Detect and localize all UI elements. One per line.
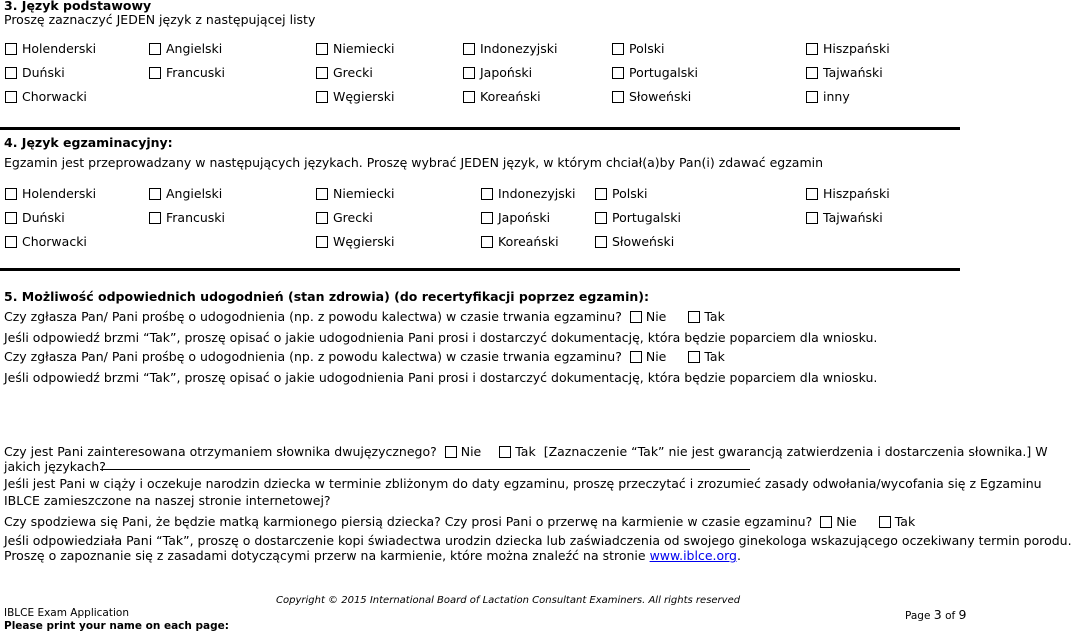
exam-language-option[interactable] xyxy=(316,210,373,225)
dictionary-question-text: Czy jest Pani zainteresowana otrzymaniem słownika dwujęzycznego? xyxy=(4,444,437,459)
breastfeeding-info-line-2 xyxy=(4,548,741,563)
primary-language-label: Niemiecki xyxy=(333,41,395,56)
exam-language-checkbox[interactable] xyxy=(806,212,818,224)
accommodation-1-yes-label: Tak xyxy=(704,309,725,324)
exam-language-checkbox[interactable] xyxy=(316,188,328,200)
primary-language-option[interactable] xyxy=(806,65,883,80)
footer-copyright: Copyright © 2015 International Board of Lactation Consultant Examiners. All rights reserved xyxy=(276,595,741,606)
primary-language-checkbox[interactable] xyxy=(316,91,328,103)
primary-language-option[interactable] xyxy=(5,65,65,80)
primary-language-label: Tajwański xyxy=(823,65,883,80)
exam-language-checkbox[interactable] xyxy=(149,212,161,224)
dictionary-question xyxy=(4,444,1048,459)
divider-4-5 xyxy=(0,268,960,271)
primary-language-option[interactable] xyxy=(5,41,96,56)
primary-language-option[interactable] xyxy=(316,41,394,56)
breastfeeding-info-period: . xyxy=(737,548,741,563)
exam-language-label: Francuski xyxy=(166,210,226,225)
primary-language-option[interactable] xyxy=(149,65,225,80)
primary-language-option[interactable] xyxy=(612,89,691,104)
primary-language-label: Duński xyxy=(22,65,65,80)
dictionary-languages-input[interactable] xyxy=(100,469,750,470)
section-4-heading: 4. Język egzaminacyjny: xyxy=(4,135,173,150)
page-label: Page xyxy=(905,610,931,622)
exam-language-option[interactable] xyxy=(5,186,96,201)
exam-language-label: Słoweński xyxy=(612,234,675,249)
primary-language-checkbox[interactable] xyxy=(806,91,818,103)
exam-language-checkbox[interactable] xyxy=(316,236,328,248)
exam-language-label: Niemiecki xyxy=(333,186,395,201)
section-3-instruction: Proszę zaznaczyć JEDEN język z następującej listy xyxy=(4,12,316,27)
exam-language-label: Portugalski xyxy=(612,210,681,225)
exam-language-option[interactable] xyxy=(806,186,890,201)
breastfeeding-info-line-1: Jeśli odpowiedziała Pani “Tak”, proszę o dostarczenie kopi świadectwa urodzin dziecka lub zaświadczenia od swojego ginekologa wskazującego oczekiwany termin porodu. xyxy=(4,533,1072,548)
primary-language-checkbox[interactable] xyxy=(149,43,161,55)
exam-language-option[interactable] xyxy=(481,234,559,249)
breastfeeding-yes-checkbox[interactable] xyxy=(879,516,891,528)
primary-language-option[interactable] xyxy=(463,41,557,56)
iblce-website-link[interactable]: www.iblce.org xyxy=(649,548,737,563)
primary-language-label: Holenderski xyxy=(22,41,97,56)
primary-language-checkbox[interactable] xyxy=(5,43,17,55)
exam-language-option[interactable] xyxy=(5,210,65,225)
primary-language-checkbox[interactable] xyxy=(806,43,818,55)
primary-language-label: Chorwacki xyxy=(22,89,87,104)
exam-language-checkbox[interactable] xyxy=(481,236,493,248)
dictionary-languages-label: jakich językach? xyxy=(4,459,106,474)
primary-language-option[interactable] xyxy=(806,41,890,56)
primary-language-checkbox[interactable] xyxy=(149,67,161,79)
primary-language-label: Hiszpański xyxy=(823,41,890,56)
exam-language-label: Duński xyxy=(22,210,65,225)
accommodation-1-no-label: Nie xyxy=(645,309,667,324)
exam-language-option[interactable] xyxy=(316,234,395,249)
page-current: 3 xyxy=(933,607,942,622)
primary-language-option[interactable] xyxy=(463,89,541,104)
primary-language-option[interactable] xyxy=(612,65,698,80)
breastfeeding-info-text: Proszę o zapoznanie się z zasadami dotyczącymi przerw na karmienie, które można znaleźć na stronie xyxy=(4,548,646,563)
pregnancy-policy-line-1: Jeśli jest Pani w ciąży i oczekuje narodzin dziecka w terminie zbliżonym do daty egzaminu, proszę przeczytać i zrozumieć zasady odwołania/wycofania się z Egzaminu xyxy=(4,476,1042,491)
accommodation-question-1-text: Czy zgłasza Pan/ Pani prośbę o udogodnienia (np. z powodu kalectwa) w czasie trwania egzaminu? xyxy=(4,309,622,324)
pregnancy-policy-line-2: IBLCE zamieszczone na naszej stronie internetowej? xyxy=(4,493,331,508)
accommodation-question-1 xyxy=(4,309,725,324)
accommodation-question-2 xyxy=(4,349,725,364)
primary-language-checkbox[interactable] xyxy=(463,91,475,103)
exam-language-checkbox[interactable] xyxy=(806,188,818,200)
exam-language-option[interactable] xyxy=(149,186,222,201)
primary-language-checkbox[interactable] xyxy=(463,43,475,55)
divider-3-4 xyxy=(0,127,960,130)
primary-language-option[interactable] xyxy=(463,65,532,80)
primary-language-checkbox[interactable] xyxy=(612,67,624,79)
exam-language-option[interactable] xyxy=(806,210,883,225)
primary-language-label: Angielski xyxy=(166,41,223,56)
dictionary-note: [Zaznaczenie “Tak” nie jest gwarancją zatwierdzenia i dostarczenia słownika.] W xyxy=(543,444,1048,459)
exam-language-option[interactable] xyxy=(481,210,550,225)
primary-language-label: Portugalski xyxy=(629,65,698,80)
dictionary-no-checkbox[interactable] xyxy=(445,446,457,458)
exam-language-label: Indonezyjski xyxy=(498,186,576,201)
accommodation-detail-1: Jeśli odpowiedź brzmi “Tak”, proszę opisać o jakie udogodnienia Pani prosi i dostarczyć dokumentację, która będzie poparciem dla wniosku. xyxy=(4,330,878,345)
breastfeeding-question xyxy=(4,514,915,529)
exam-language-checkbox[interactable] xyxy=(5,212,17,224)
exam-language-label: Grecki xyxy=(333,210,373,225)
accommodation-1-no-checkbox[interactable] xyxy=(630,311,642,323)
accommodation-detail-2: Jeśli odpowiedź brzmi “Tak”, proszę opisać o jakie udogodnienia Pani prosi i dostarczyć dokumentację, która będzie poparciem dla wniosku. xyxy=(4,370,878,385)
section-3-heading: 3. Język podstawowy xyxy=(4,0,152,13)
exam-language-label: Polski xyxy=(612,186,648,201)
primary-language-label: inny xyxy=(823,89,850,104)
section-5-heading: 5. Możliwość odpowiednich udogodnień (stan zdrowia) (do recertyfikacji poprzez egzamin): xyxy=(4,289,649,304)
primary-language-checkbox[interactable] xyxy=(612,43,624,55)
page-of-label: of xyxy=(945,610,956,622)
breastfeeding-yes-label: Tak xyxy=(894,514,916,529)
primary-language-label: Węgierski xyxy=(333,89,395,104)
primary-language-label: Słoweński xyxy=(629,89,692,104)
primary-language-label: Indonezyjski xyxy=(480,41,558,56)
primary-language-option[interactable] xyxy=(316,89,395,104)
accommodation-question-2-text: Czy zgłasza Pan/ Pani prośbę o udogodnienia (np. z powodu kalectwa) w czasie trwania egzaminu? xyxy=(4,349,622,364)
primary-language-label: Koreański xyxy=(480,89,541,104)
primary-language-checkbox[interactable] xyxy=(806,67,818,79)
exam-language-label: Węgierski xyxy=(333,234,395,249)
footer-page-number xyxy=(905,607,966,622)
primary-language-option[interactable] xyxy=(612,41,664,56)
exam-language-option[interactable] xyxy=(481,186,575,201)
accommodation-2-no-checkbox[interactable] xyxy=(630,351,642,363)
page-total: 9 xyxy=(958,607,967,622)
primary-language-option[interactable] xyxy=(316,65,373,80)
exam-language-checkbox[interactable] xyxy=(5,236,17,248)
breastfeeding-question-text: Czy spodziewa się Pani, że będzie matką karmionego piersią dziecka? Czy prosi Pani o przerwę na karmienie w czasie egzaminu? xyxy=(4,514,813,529)
primary-language-label: Francuski xyxy=(166,65,226,80)
exam-language-label: Japoński xyxy=(498,210,551,225)
primary-language-checkbox[interactable] xyxy=(316,43,328,55)
exam-language-option[interactable] xyxy=(595,234,674,249)
accommodation-2-yes-checkbox[interactable] xyxy=(688,351,700,363)
primary-language-checkbox[interactable] xyxy=(463,67,475,79)
accommodation-2-no-label: Nie xyxy=(645,349,667,364)
exam-language-checkbox[interactable] xyxy=(316,212,328,224)
accommodation-2-yes-label: Tak xyxy=(704,349,725,364)
exam-language-label: Chorwacki xyxy=(22,234,87,249)
primary-language-checkbox[interactable] xyxy=(5,91,17,103)
primary-language-checkbox[interactable] xyxy=(5,67,17,79)
primary-language-label: Polski xyxy=(629,41,665,56)
exam-language-checkbox[interactable] xyxy=(595,188,607,200)
exam-language-label: Angielski xyxy=(166,186,223,201)
exam-language-option[interactable] xyxy=(149,210,225,225)
footer-app-name: IBLCE Exam Application xyxy=(4,607,129,619)
exam-language-option[interactable] xyxy=(316,186,394,201)
exam-language-checkbox[interactable] xyxy=(595,236,607,248)
dictionary-no-label: Nie xyxy=(460,444,482,459)
primary-language-option[interactable] xyxy=(149,41,222,56)
exam-language-option[interactable] xyxy=(595,210,681,225)
dictionary-yes-checkbox[interactable] xyxy=(499,446,511,458)
primary-language-checkbox[interactable] xyxy=(316,67,328,79)
footer-print-name: Please print your name on each page: xyxy=(4,620,229,632)
primary-language-checkbox[interactable] xyxy=(612,91,624,103)
exam-language-label: Tajwański xyxy=(823,210,883,225)
breastfeeding-no-checkbox[interactable] xyxy=(820,516,832,528)
dictionary-yes-label: Tak xyxy=(515,444,536,459)
accommodation-1-yes-checkbox[interactable] xyxy=(688,311,700,323)
primary-language-option[interactable] xyxy=(5,89,87,104)
exam-language-option[interactable] xyxy=(595,186,647,201)
exam-language-checkbox[interactable] xyxy=(595,212,607,224)
primary-language-label: Japoński xyxy=(480,65,533,80)
exam-language-label: Holenderski xyxy=(22,186,97,201)
exam-language-checkbox[interactable] xyxy=(481,188,493,200)
exam-language-checkbox[interactable] xyxy=(481,212,493,224)
exam-language-label: Koreański xyxy=(498,234,559,249)
exam-language-checkbox[interactable] xyxy=(149,188,161,200)
exam-language-checkbox[interactable] xyxy=(5,188,17,200)
exam-language-option[interactable] xyxy=(5,234,87,249)
exam-language-label: Hiszpański xyxy=(823,186,890,201)
breastfeeding-no-label: Nie xyxy=(836,514,857,529)
section-4-instruction: Egzamin jest przeprowadzany w następujących językach. Proszę wybrać JEDEN język, w którym chciał(a)by Pan(i) zdawać egzamin xyxy=(4,155,824,170)
primary-language-label: Grecki xyxy=(333,65,373,80)
primary-language-option[interactable] xyxy=(806,89,850,104)
